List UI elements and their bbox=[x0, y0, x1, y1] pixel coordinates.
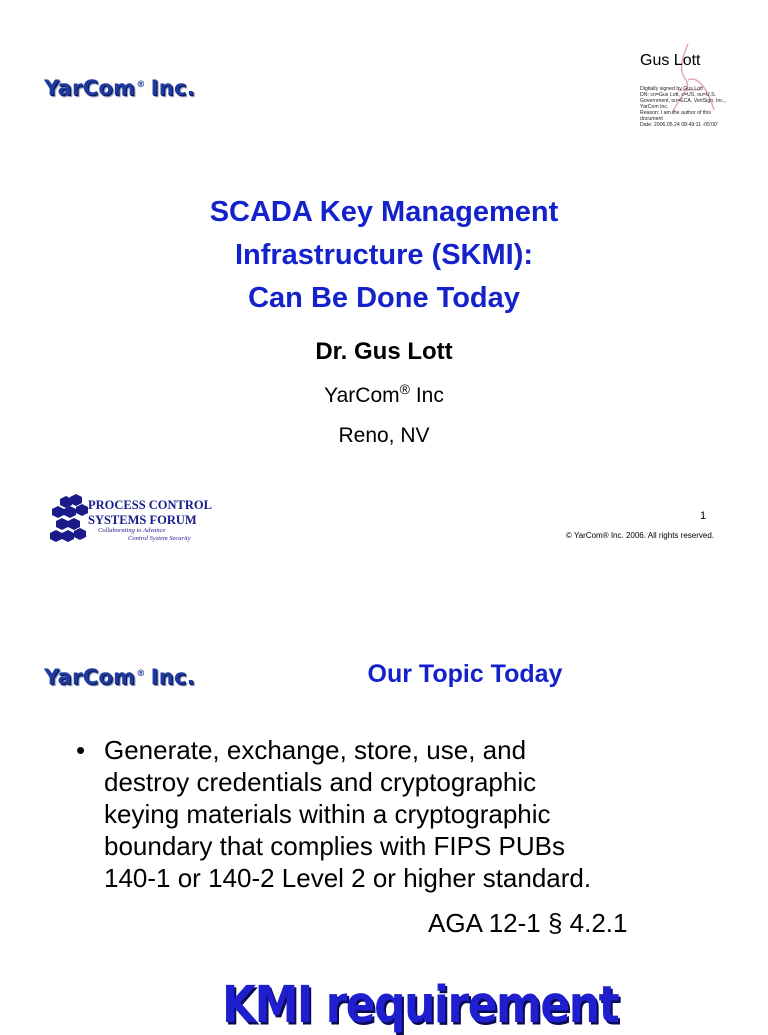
kmi-requirement-banner: KMI requirement bbox=[222, 976, 619, 1035]
presenter-location: Reno, NV bbox=[338, 424, 430, 447]
org-suffix: Inc bbox=[415, 384, 444, 407]
logo-name: YarCom bbox=[44, 665, 136, 689]
standard-reference: AGA 12-1 § 4.2.1 bbox=[428, 908, 628, 938]
logo-registered-mark: ® bbox=[136, 669, 146, 679]
title-line: SCADA Key Management bbox=[209, 196, 559, 228]
signature-details bbox=[640, 86, 736, 128]
page-number: 1 bbox=[700, 510, 707, 522]
pcsf-name-line: SYSTEMS FORUM bbox=[88, 513, 197, 527]
title-line: Can Be Done Today bbox=[248, 282, 520, 314]
bullet-line: boundary that complies with FIPS PUBs bbox=[104, 831, 565, 861]
signature-detail-line: Government, ou=ECA, VeriSign, Inc., bbox=[640, 98, 726, 104]
title-line: Infrastructure (SKMI): bbox=[234, 239, 534, 271]
pcsf-tagline-line: Collaborating to Advance bbox=[98, 527, 166, 534]
logo-name: YarCom bbox=[44, 76, 136, 100]
signature-detail-line: YarCom Inc. bbox=[640, 104, 669, 110]
digital-signature bbox=[638, 40, 738, 140]
logo-suffix: Inc. bbox=[150, 665, 196, 689]
yarcom-logo bbox=[44, 665, 195, 689]
signature-detail-line: DN: cn=Gus Lott, c=US, ou=U.S. bbox=[640, 92, 716, 98]
signer-name: Gus Lott bbox=[640, 52, 701, 69]
yarcom-logo bbox=[44, 76, 195, 100]
presenter-organization bbox=[184, 381, 584, 408]
slide-title bbox=[84, 191, 684, 320]
signature-detail-line: Date: 2006.05.24 08:49:11 -05'00' bbox=[640, 122, 718, 128]
pcsf-tagline-line: Control System Security bbox=[128, 535, 191, 542]
org-name: YarCom bbox=[324, 384, 400, 407]
signature-detail-line: Reason: I am the author of this bbox=[640, 110, 711, 116]
signature-detail-line: Digitally signed by Gus Lott bbox=[640, 86, 703, 92]
slide-2 bbox=[0, 512, 768, 1035]
slide-title: Our Topic Today bbox=[367, 660, 563, 688]
copyright-notice: © YarCom® Inc. 2006. All rights reserved. bbox=[566, 531, 714, 540]
logo-suffix: Inc. bbox=[150, 76, 196, 100]
bullet-symbol: • bbox=[76, 735, 86, 765]
bullet-line: destroy credentials and cryptographic bbox=[104, 767, 537, 797]
logo-registered-mark: ® bbox=[136, 80, 146, 90]
signature-detail-line: document bbox=[640, 116, 663, 122]
pcsf-name-line: PROCESS CONTROL bbox=[88, 498, 212, 512]
presenter-name: Dr. Gus Lott bbox=[315, 338, 453, 365]
bullet-line: keying materials within a cryptographic bbox=[104, 799, 551, 829]
org-registered-mark: ® bbox=[399, 381, 410, 397]
bullet-line: Generate, exchange, store, use, and bbox=[104, 735, 527, 765]
bullet-text bbox=[104, 734, 591, 894]
bullet-line: 140-1 or 140-2 Level 2 or higher standard. bbox=[104, 863, 592, 893]
